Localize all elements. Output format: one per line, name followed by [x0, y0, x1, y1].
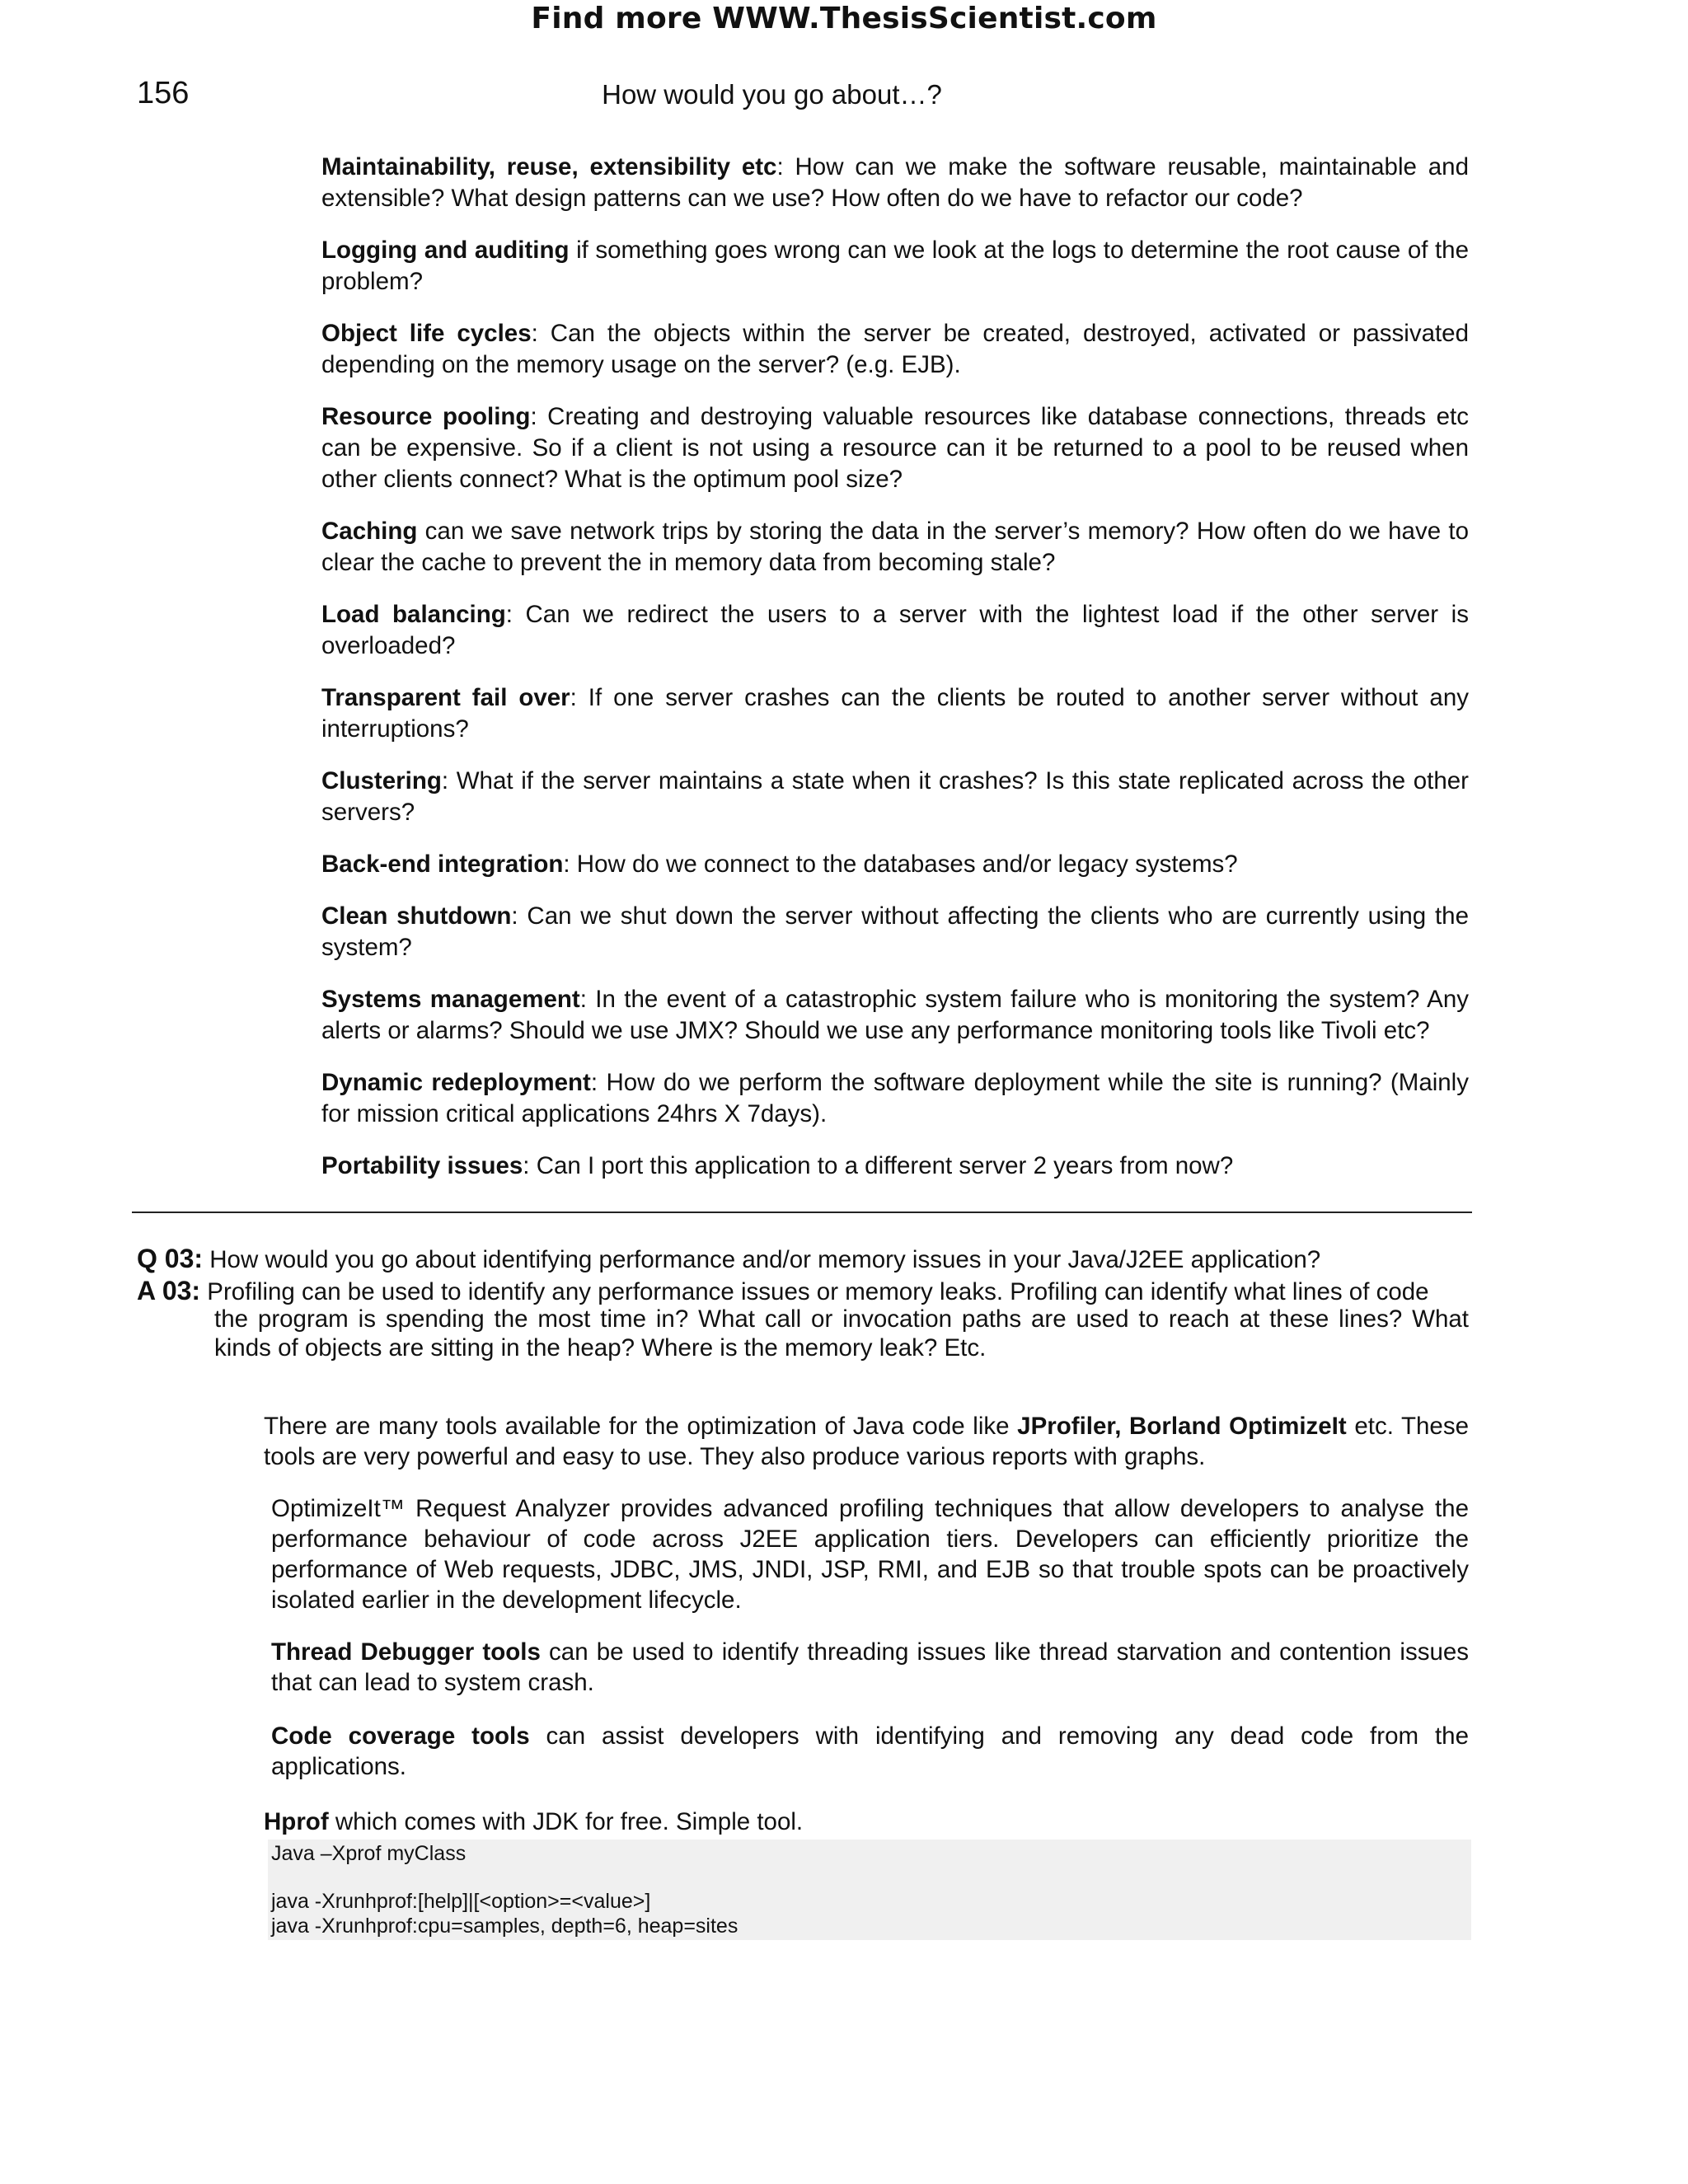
design-topic-list [321, 152, 1469, 1202]
topic-item [321, 401, 1469, 495]
topic-term: Back-end integration [321, 851, 564, 878]
thread-debugger-text: can be used to identify threading issues like thread starvation and contention issues that can lead to system crash. [271, 1638, 1470, 1696]
section-divider [132, 1212, 1472, 1213]
topic-item [321, 1151, 1469, 1182]
topic-term: Maintainability, reuse, extensibility etc [321, 153, 777, 180]
thread-debugger-term: Thread Debugger tools [271, 1638, 541, 1666]
topic-item [321, 152, 1469, 214]
topic-text: : Creating and destroying valuable resources like database connections, threads etc can be expensive. So if a client is not using a resource can it be returned to a pool to be reused when other clients connect? What is the optimum pool size? [321, 403, 1469, 493]
code-coverage-text: can assist developers with identifying and removing any dead code from the applications. [271, 1722, 1469, 1780]
answer-text: Profiling can be used to identify any performance issues or memory leaks. Profiling can identify what lines of code [207, 1278, 1429, 1305]
topic-text: : How can we make the software reusable, maintainable and extensible? What design patterns can we use? How often do we have to refactor our code? [321, 153, 1469, 212]
topic-item [321, 599, 1469, 662]
answer-continuation-text: the program is spending the most time in? What call or invocation paths are used to reach at these lines? What kinds of objects are sitting in the heap? Where is the memory leak? Etc. [214, 1305, 1469, 1361]
page-number: 156 [137, 76, 190, 110]
topic-text: : How do we connect to the databases and/or legacy systems? [563, 851, 1238, 878]
topic-term: Transparent fail over [321, 684, 570, 711]
answer-03-first-line [137, 1276, 1429, 1306]
code-coverage-paragraph [271, 1721, 1469, 1782]
topic-text: : What if the server maintains a state when it crashes? Is this state replicated across the other servers? [321, 767, 1469, 826]
topic-term: Dynamic redeployment [321, 1069, 591, 1096]
code-line: java -Xrunhprof:cpu=samples, depth=6, heap=sites [271, 1915, 738, 1938]
topic-text: : In the event of a catastrophic system failure who is monitoring the system? Any alerts or alarms? Should we use JMX? Should we use any performance monitoring tools like Tivoli etc? [321, 986, 1469, 1044]
thread-debugger-paragraph [271, 1637, 1469, 1698]
topic-item [321, 682, 1469, 745]
hprof-paragraph [264, 1807, 1469, 1837]
topic-item [321, 849, 1469, 880]
topic-term: Resource pooling [321, 403, 531, 430]
tools-names: JProfiler, Borland OptimizeIt [1017, 1412, 1347, 1440]
topic-item [321, 984, 1469, 1047]
site-banner: Find more WWW.ThesisScientist.com [531, 2, 1157, 35]
topic-item [321, 1067, 1469, 1130]
optimizeit-paragraph: OptimizeIt™ Request Analyzer provides advanced profiling techniques that allow developers to analyse the performance behaviour of code across J2EE application tiers. Developers can efficiently prioritize the performance of Web requests, JDBC, JMS, JNDI, JSP, RMI, and EJB so that trouble spots can be proactively isolated earlier in the development lifecycle. [271, 1494, 1469, 1614]
tools-text-before: There are many tools available for the optimization of Java code like [264, 1412, 1018, 1440]
question-03 [137, 1244, 1469, 1274]
hprof-text: which comes with JDK for free. Simple tool. [328, 1807, 804, 1835]
topic-text: : Can we shut down the server without affecting the clients who are currently using the system? [321, 902, 1469, 961]
answer-03-continuation [137, 1305, 1469, 1362]
topic-text: : How do we perform the software deployment while the site is running? (Mainly for mission critical applications 24hrs X 7days). [321, 1069, 1469, 1127]
hprof-term: Hprof [264, 1807, 329, 1835]
topic-text: : Can we redirect the users to a server with the lightest load if the other server is overloaded? [321, 601, 1469, 659]
topic-item [321, 766, 1469, 828]
tools-paragraph [264, 1411, 1469, 1472]
topic-item [321, 516, 1469, 579]
question-label: Q 03: [137, 1244, 204, 1273]
topic-term: Systems management [321, 986, 580, 1013]
code-line: Java –Xprof myClass [271, 1842, 467, 1865]
topic-term: Portability issues [321, 1152, 523, 1179]
topic-term: Caching [321, 518, 418, 545]
topic-term: Clean shutdown [321, 902, 512, 930]
topic-term: Object life cycles [321, 320, 532, 347]
topic-text: if something goes wrong can we look at the logs to determine the root cause of the problem? [321, 237, 1469, 295]
running-header-title: How would you go about…? [602, 79, 942, 110]
topic-item [321, 318, 1469, 381]
code-sample-block [268, 1840, 1471, 1940]
topic-text: : Can the objects within the server be created, destroyed, activated or passivated depending on the memory usage on the server? (e.g. EJB). [321, 320, 1469, 378]
topic-term: Load balancing [321, 601, 506, 628]
tools-text-after: etc. These tools are very powerful and easy to use. They also produce various reports with graphs. [264, 1412, 1469, 1470]
topic-term: Clustering [321, 767, 442, 794]
topic-text: can we save network trips by storing the data in the server’s memory? How often do we have to clear the cache to prevent the in memory data from becoming stale? [321, 518, 1469, 576]
topic-item [321, 901, 1469, 963]
code-line: java -Xrunhprof:[help]|[<option>=<value>] [271, 1890, 651, 1913]
topic-text: : Can I port this application to a different server 2 years from now? [523, 1152, 1234, 1179]
answer-label: A 03: [137, 1276, 201, 1305]
code-coverage-term: Code coverage tools [271, 1722, 530, 1750]
topic-item [321, 235, 1469, 298]
topic-text: : If one server crashes can the clients be routed to another server without any interruptions? [321, 684, 1469, 743]
question-text: How would you go about identifying performance and/or memory issues in your Java/J2EE application? [209, 1246, 1321, 1273]
topic-term: Logging and auditing [321, 237, 570, 264]
